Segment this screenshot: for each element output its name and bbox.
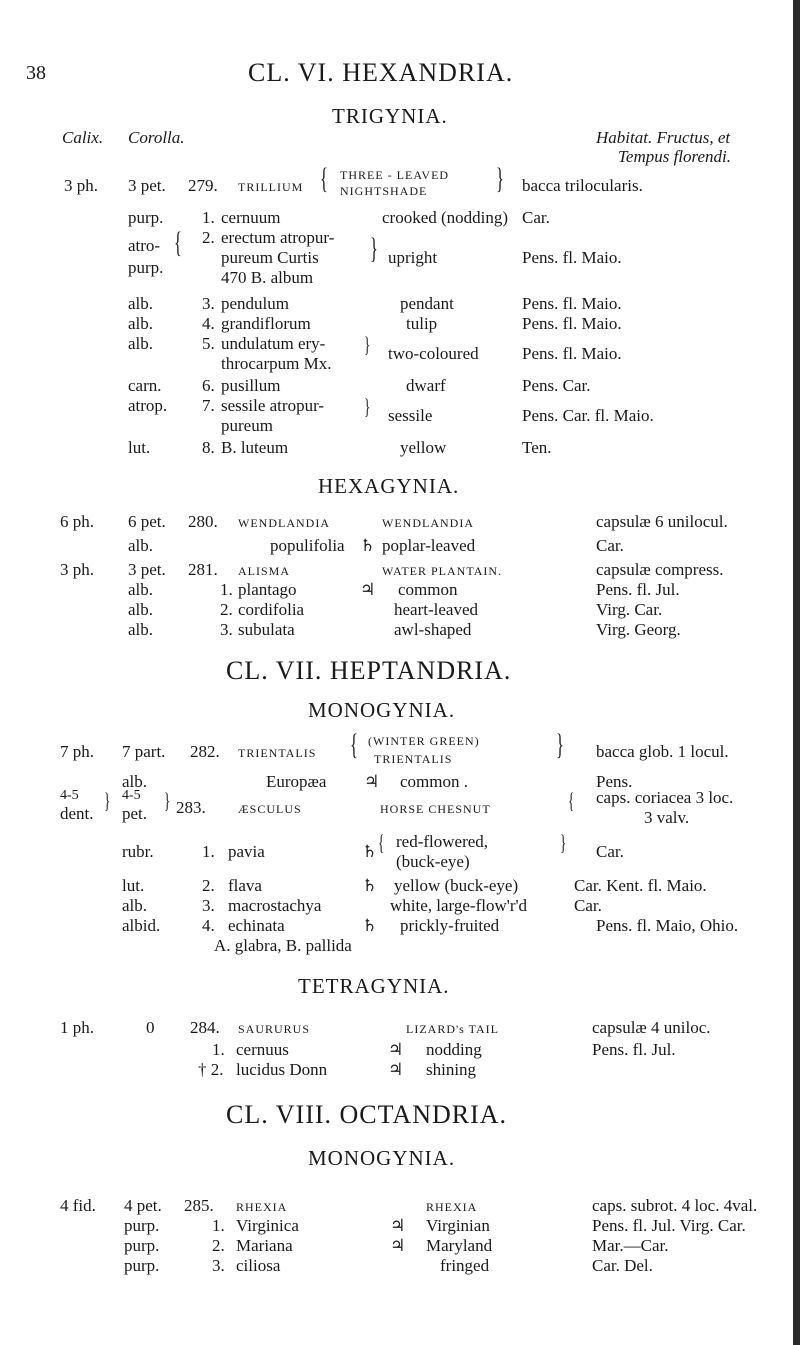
species-latin: subulata (238, 620, 295, 639)
corolla: alb. (128, 620, 154, 639)
genus-latin: ALISMA (238, 564, 291, 578)
corolla: alb. (128, 294, 154, 313)
species-latin: Virginica (236, 1216, 299, 1235)
jupiter-symbol: ♃ (390, 1236, 406, 1255)
genus-number: 283. (176, 798, 206, 817)
species-english: heart-leaved (394, 600, 478, 619)
species-english: crooked (nodding) (382, 208, 509, 227)
brace: } (164, 788, 171, 813)
corolla: 7 part. (122, 742, 166, 761)
habitat: Car. (522, 208, 550, 227)
corolla: purp. (124, 1216, 160, 1235)
species-number: 2. (220, 600, 233, 619)
species-english: fringed (440, 1256, 490, 1275)
habitat: Car. (596, 842, 624, 861)
species-english: white, large-flow'r'd (390, 896, 528, 915)
genus-latin: TRIENTALIS (238, 746, 317, 760)
species-latin: undulatum ery- (221, 334, 326, 353)
genus-number: 284. (190, 1018, 220, 1037)
jupiter-symbol: ♃ (388, 1040, 404, 1059)
corolla: carn. (128, 376, 162, 395)
species-english: awl-shaped (394, 620, 472, 639)
species-english: upright (388, 248, 438, 267)
species-english: Maryland (426, 1236, 493, 1255)
species-number: 6. (202, 376, 215, 395)
habitat: Car. Del. (592, 1256, 653, 1275)
corolla: alb. (122, 896, 148, 915)
species-english: two-coloured (388, 344, 479, 363)
order-title-trigynia: TRIGYNIA. (332, 104, 448, 128)
calix: 6 ph. (60, 512, 94, 531)
corolla: lut. (128, 438, 151, 457)
species-latin: throcarpum Mx. (221, 354, 332, 373)
species-english: (buck-eye) (396, 852, 470, 871)
species-latin: sessile atropur- (221, 396, 325, 415)
species-english: yellow (400, 438, 447, 457)
note: A. glabra, B. pallida (214, 936, 352, 955)
species-english: yellow (buck-eye) (394, 876, 519, 895)
jupiter-symbol: ♃ (388, 1060, 404, 1079)
corolla: atro- (128, 236, 161, 255)
corolla: albid. (122, 916, 161, 935)
species-number: 2. (202, 876, 215, 895)
species-number: 1. (212, 1040, 225, 1059)
brace-open: { (568, 788, 575, 813)
fruit: capsulæ compress. (596, 560, 724, 579)
species-latin: pendulum (221, 294, 289, 313)
order-title-monogynia: MONOGYNIA. (308, 698, 456, 722)
species-number: 4. (202, 314, 215, 333)
corolla: alb. (128, 314, 154, 333)
species-number: 8. (202, 438, 215, 457)
saturn-symbol: ♄ (362, 916, 378, 935)
species-latin: plantago (238, 580, 297, 599)
running-head: CL. VI. HEXANDRIA. (248, 58, 514, 87)
species-latin: cernuus (236, 1040, 289, 1059)
calix: dent. (60, 804, 94, 823)
col-header-calix: Calix. (62, 128, 104, 147)
habitat: Car. Kent. fl. Maio. (574, 876, 707, 895)
genus-english: WENDLANDIA (382, 516, 474, 530)
corolla: 0 (146, 1018, 155, 1037)
habitat: Pens. fl. Maio. (522, 294, 622, 313)
habitat: Pens. fl. Jul. (596, 580, 680, 599)
habitat: Pens. (596, 772, 633, 791)
corolla: 3 pet. (128, 176, 166, 195)
species-latin: grandiflorum (221, 314, 311, 333)
col-header-habitat: Habitat. Fructus, et (596, 128, 731, 147)
species-latin: lucidus Donn (236, 1060, 328, 1079)
species-latin: Europæa (266, 772, 327, 791)
corolla: alb. (128, 536, 154, 555)
species-english: tulip (406, 314, 438, 333)
habitat: Pens. fl. Maio, Ohio. (596, 916, 739, 935)
species-latin: erectum atropur- (221, 228, 335, 247)
corolla: 3 pet. (128, 560, 166, 579)
order-title-tetragynia: TETRAGYNIA. (298, 974, 450, 998)
fruit: caps. subrot. 4 loc. 4val. (592, 1196, 758, 1215)
species-number: 1. (202, 842, 215, 861)
species-english: nodding (426, 1040, 482, 1059)
genus-number: 281. (188, 560, 218, 579)
habitat: Pens. fl. Maio. (522, 248, 622, 267)
species-english: sessile (388, 406, 433, 425)
genus-number: 279. (188, 176, 218, 195)
species-latin: 470 B. album (221, 268, 314, 287)
habitat: Pens. fl. Maio. (522, 314, 622, 333)
calix: 3 ph. (64, 176, 98, 195)
corolla: lut. (122, 876, 145, 895)
jupiter-symbol: ♃ (390, 1216, 406, 1235)
page-number: 38 (26, 62, 46, 84)
genus-english: RHEXIA (426, 1200, 478, 1214)
genus-number: 282. (190, 742, 220, 761)
calix: 3 ph. (60, 560, 94, 579)
species-english: dwarf (406, 376, 446, 395)
genus-english: WATER PLANTAIN. (382, 564, 503, 578)
genus-english: (WINTER GREEN) (368, 734, 480, 748)
corolla: purp. (124, 1256, 160, 1275)
species-latin: pureum (221, 416, 273, 435)
calix: 7 ph. (60, 742, 94, 761)
genus-english: TRIENTALIS (374, 752, 453, 766)
species-english: common . (400, 772, 468, 791)
corolla: alb. (128, 580, 154, 599)
corolla: purp. (128, 208, 164, 227)
species-english: red-flowered, (396, 832, 489, 851)
corolla: purp. (124, 1236, 160, 1255)
fruit: capsulæ 6 unilocul. (596, 512, 728, 531)
genus-latin: RHEXIA (236, 1200, 288, 1214)
species-number: 4. (202, 916, 215, 935)
fruit: bacca trilocularis. (522, 176, 643, 195)
habitat: Pens. Car. (522, 376, 591, 395)
calix: 4-5 (60, 788, 79, 803)
brace-open: { (174, 226, 182, 259)
genus-english: THREE - LEAVED (340, 168, 450, 182)
species-number: 3. (212, 1256, 225, 1275)
species-number: 1. (220, 580, 233, 599)
class-title-octandria: CL. VIII. OCTANDRIA. (226, 1100, 508, 1129)
species-latin: pavia (228, 842, 265, 861)
habitat: Mar.—Car. (592, 1236, 669, 1255)
species-latin: ciliosa (236, 1256, 281, 1275)
corolla: alb. (122, 772, 148, 791)
genus-latin: ÆSCULUS (238, 802, 302, 816)
brace-open: { (320, 162, 328, 195)
genus-english: LIZARD's TAIL (406, 1022, 499, 1036)
species-english: Virginian (426, 1216, 490, 1235)
species-number: 1. (202, 208, 215, 227)
genus-latin: TRILLIUM (238, 180, 304, 194)
brace-close: } (364, 332, 371, 357)
habitat: Pens. fl. Jul. (592, 1040, 676, 1059)
species-english: common (398, 580, 458, 599)
species-number: 2. (202, 228, 215, 247)
class-title-heptandria: CL. VII. HEPTANDRIA. (226, 656, 512, 685)
corolla: 6 pet. (128, 512, 166, 531)
habitat: Pens. Car. fl. Maio. (522, 406, 654, 425)
species-latin: flava (228, 876, 262, 895)
brace-open: { (350, 728, 358, 761)
habitat: Car. (596, 536, 624, 555)
jupiter-symbol: ♃ (364, 772, 380, 791)
species-latin: cordifolia (238, 600, 305, 619)
species-number: 2. (212, 1236, 225, 1255)
brace-close: } (556, 728, 564, 761)
jupiter-symbol: ♃ (360, 580, 376, 599)
corolla: atrop. (128, 396, 168, 415)
species-number: 7. (202, 396, 215, 415)
calix: 4 fid. (60, 1196, 96, 1215)
corolla: purp. (128, 258, 164, 277)
habitat: Virg. Car. (596, 600, 663, 619)
fruit: caps. coriacea 3 loc. (596, 788, 734, 807)
corolla: 4-5 (122, 788, 141, 803)
saturn-symbol: ♄ (362, 842, 378, 861)
brace-close: } (560, 830, 567, 855)
species-number: † 2. (198, 1060, 224, 1079)
genus-english: NIGHTSHADE (340, 184, 428, 198)
species-latin: pusillum (221, 376, 281, 395)
corolla: pet. (122, 804, 148, 823)
species-latin: cernuum (221, 208, 281, 227)
col-header-tempus: Tempus florendi. (618, 147, 732, 166)
saturn-symbol: ♄ (360, 536, 376, 555)
habitat: Virg. Georg. (596, 620, 681, 639)
species-english: shining (426, 1060, 477, 1079)
species-number: 3. (220, 620, 233, 639)
species-number: 1. (212, 1216, 225, 1235)
saturn-symbol: ♄ (362, 876, 378, 895)
order-title-hexagynia: HEXAGYNIA. (318, 474, 460, 498)
species-english: prickly-fruited (400, 916, 500, 935)
brace-close: } (370, 232, 378, 265)
species-number: 5. (202, 334, 215, 353)
species-latin: populifolia (270, 536, 345, 555)
brace-close: } (364, 394, 371, 419)
species-english: poplar-leaved (382, 536, 476, 555)
species-number: 3. (202, 294, 215, 313)
species-english: pendant (400, 294, 454, 313)
brace: } (104, 788, 111, 813)
corolla: 4 pet. (124, 1196, 162, 1215)
calix: 1 ph. (60, 1018, 94, 1037)
genus-latin: SAURURUS (238, 1022, 311, 1036)
species-latin: B. luteum (221, 438, 289, 457)
genus-english: HORSE CHESNUT (380, 802, 491, 816)
habitat: Pens. fl. Maio. (522, 344, 622, 363)
genus-latin: WENDLANDIA (238, 516, 330, 530)
habitat: Ten. (522, 438, 552, 457)
brace-open: { (378, 830, 385, 855)
species-latin: Mariana (236, 1236, 293, 1255)
fruit: 3 valv. (644, 808, 690, 827)
fruit: capsulæ 4 uniloc. (592, 1018, 711, 1037)
genus-number: 285. (184, 1196, 214, 1215)
species-latin: echinata (228, 916, 285, 935)
habitat: Car. (574, 896, 602, 915)
brace-close: } (496, 162, 504, 195)
corolla: rubr. (122, 842, 154, 861)
fruit: bacca glob. 1 locul. (596, 742, 729, 761)
species-latin: pureum Curtis (221, 248, 319, 267)
page-edge-shadow (793, 0, 800, 1345)
order-title-monogynia: MONOGYNIA. (308, 1146, 456, 1170)
habitat: Pens. fl. Jul. Virg. Car. (592, 1216, 746, 1235)
col-header-corolla: Corolla. (128, 128, 185, 147)
corolla: alb. (128, 600, 154, 619)
corolla: alb. (128, 334, 154, 353)
genus-number: 280. (188, 512, 218, 531)
species-number: 3. (202, 896, 215, 915)
species-latin: macrostachya (228, 896, 322, 915)
